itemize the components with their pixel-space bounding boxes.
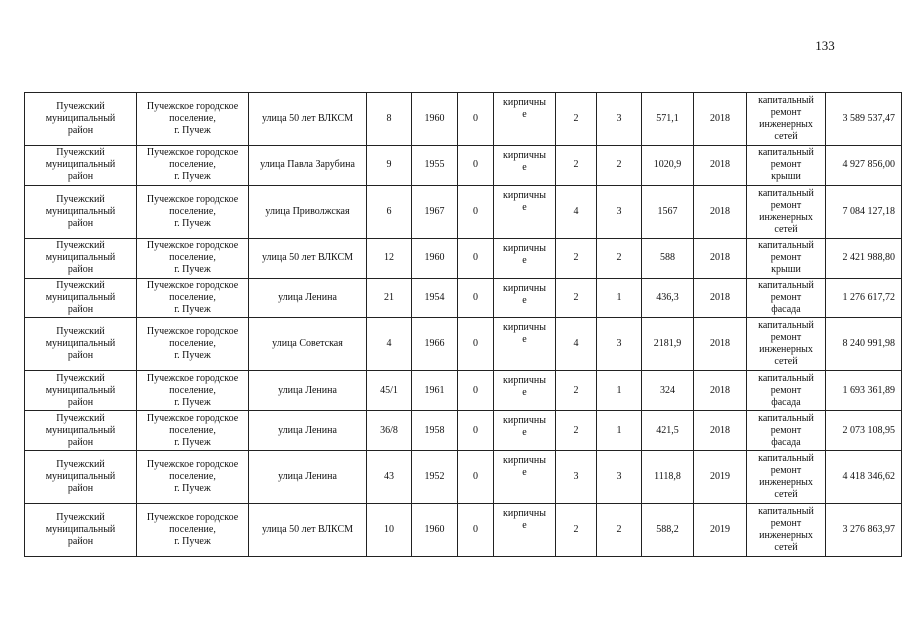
entrances-cell: 1 [597, 411, 642, 451]
zero-value-cell: 0 [458, 318, 494, 371]
table-row [25, 451, 902, 504]
settlement-cell: Пучежское городское поселение, г. Пучеж [137, 238, 249, 278]
area-cell: 588 [642, 238, 694, 278]
street-cell: улица Ленина [249, 278, 367, 318]
settlement-cell: Пучежское городское поселение, г. Пучеж [137, 411, 249, 451]
work-type-cell: капитальный ремонт инженерных сетей [747, 185, 826, 238]
floors-cell: 3 [556, 451, 597, 504]
zero-value-cell: 0 [458, 278, 494, 318]
house-number-cell: 9 [367, 145, 412, 185]
entrances-cell: 1 [597, 371, 642, 411]
settlement-cell: Пучежское городское поселение, г. Пучеж [137, 93, 249, 146]
wall-material-cell: кирпичны е [494, 411, 556, 451]
cost-cell: 2 421 988,80 [826, 238, 902, 278]
house-number-cell: 43 [367, 451, 412, 504]
street-cell: улица Советская [249, 318, 367, 371]
house-number-cell: 8 [367, 93, 412, 146]
settlement-cell: Пучежское городское поселение, г. Пучеж [137, 145, 249, 185]
table-row [25, 318, 902, 371]
floors-cell: 4 [556, 185, 597, 238]
house-number-cell: 36/8 [367, 411, 412, 451]
floors-cell: 2 [556, 145, 597, 185]
floors-cell: 2 [556, 371, 597, 411]
settlement-cell: Пучежское городское поселение, г. Пучеж [137, 504, 249, 557]
area-cell: 1020,9 [642, 145, 694, 185]
district-cell: Пучежский муниципальный район [25, 318, 137, 371]
area-cell: 571,1 [642, 93, 694, 146]
wall-material-cell: кирпичны е [494, 145, 556, 185]
entrances-cell: 3 [597, 185, 642, 238]
district-cell: Пучежский муниципальный район [25, 411, 137, 451]
street-cell: улица Ленина [249, 411, 367, 451]
work-type-cell: капитальный ремонт инженерных сетей [747, 451, 826, 504]
floors-cell: 2 [556, 504, 597, 557]
plan-year-cell: 2018 [694, 318, 747, 371]
wall-material-cell: кирпичны е [494, 238, 556, 278]
table-body [25, 93, 902, 557]
cost-cell: 1 693 361,89 [826, 371, 902, 411]
district-cell: Пучежский муниципальный район [25, 278, 137, 318]
district-cell: Пучежский муниципальный район [25, 371, 137, 411]
house-number-cell: 10 [367, 504, 412, 557]
floors-cell: 2 [556, 93, 597, 146]
floors-cell: 4 [556, 318, 597, 371]
street-cell: улица Ленина [249, 371, 367, 411]
area-cell: 588,2 [642, 504, 694, 557]
zero-value-cell: 0 [458, 451, 494, 504]
entrances-cell: 3 [597, 318, 642, 371]
table-row [25, 278, 902, 318]
entrances-cell: 3 [597, 451, 642, 504]
zero-value-cell: 0 [458, 145, 494, 185]
entrances-cell: 2 [597, 145, 642, 185]
floors-cell: 2 [556, 238, 597, 278]
housing-repair-table [24, 92, 902, 557]
zero-value-cell: 0 [458, 411, 494, 451]
plan-year-cell: 2018 [694, 93, 747, 146]
house-number-cell: 4 [367, 318, 412, 371]
page-number: 133 [815, 38, 835, 53]
zero-value-cell: 0 [458, 185, 494, 238]
plan-year-cell: 2019 [694, 504, 747, 557]
wall-material-cell: кирпичны е [494, 504, 556, 557]
area-cell: 324 [642, 371, 694, 411]
table-row [25, 504, 902, 557]
cost-cell: 1 276 617,72 [826, 278, 902, 318]
wall-material-cell: кирпичны е [494, 451, 556, 504]
cost-cell: 3 276 863,97 [826, 504, 902, 557]
house-number-cell: 45/1 [367, 371, 412, 411]
district-cell: Пучежский муниципальный район [25, 451, 137, 504]
district-cell: Пучежский муниципальный район [25, 145, 137, 185]
wall-material-cell: кирпичны е [494, 185, 556, 238]
table-row [25, 93, 902, 146]
build-year-cell: 1960 [412, 238, 458, 278]
table-row [25, 238, 902, 278]
zero-value-cell: 0 [458, 504, 494, 557]
plan-year-cell: 2019 [694, 451, 747, 504]
wall-material-cell: кирпичны е [494, 93, 556, 146]
settlement-cell: Пучежское городское поселение, г. Пучеж [137, 318, 249, 371]
build-year-cell: 1966 [412, 318, 458, 371]
house-number-cell: 21 [367, 278, 412, 318]
street-cell: улица 50 лет ВЛКСМ [249, 504, 367, 557]
table-row [25, 185, 902, 238]
work-type-cell: капитальный ремонт инженерных сетей [747, 318, 826, 371]
cost-cell: 7 084 127,18 [826, 185, 902, 238]
build-year-cell: 1967 [412, 185, 458, 238]
work-type-cell: капитальный ремонт фасада [747, 278, 826, 318]
settlement-cell: Пучежское городское поселение, г. Пучеж [137, 451, 249, 504]
plan-year-cell: 2018 [694, 278, 747, 318]
district-cell: Пучежский муниципальный район [25, 185, 137, 238]
area-cell: 1118,8 [642, 451, 694, 504]
wall-material-cell: кирпичны е [494, 318, 556, 371]
cost-cell: 4 418 346,62 [826, 451, 902, 504]
work-type-cell: капитальный ремонт крыши [747, 145, 826, 185]
entrances-cell: 2 [597, 504, 642, 557]
plan-year-cell: 2018 [694, 371, 747, 411]
entrances-cell: 1 [597, 278, 642, 318]
table-row [25, 411, 902, 451]
zero-value-cell: 0 [458, 238, 494, 278]
floors-cell: 2 [556, 278, 597, 318]
wall-material-cell: кирпичны е [494, 278, 556, 318]
work-type-cell: капитальный ремонт крыши [747, 238, 826, 278]
work-type-cell: капитальный ремонт инженерных сетей [747, 93, 826, 146]
build-year-cell: 1960 [412, 504, 458, 557]
work-type-cell: капитальный ремонт фасада [747, 371, 826, 411]
work-type-cell: капитальный ремонт инженерных сетей [747, 504, 826, 557]
zero-value-cell: 0 [458, 93, 494, 146]
plan-year-cell: 2018 [694, 411, 747, 451]
area-cell: 421,5 [642, 411, 694, 451]
build-year-cell: 1960 [412, 93, 458, 146]
area-cell: 436,3 [642, 278, 694, 318]
entrances-cell: 3 [597, 93, 642, 146]
house-number-cell: 6 [367, 185, 412, 238]
build-year-cell: 1955 [412, 145, 458, 185]
plan-year-cell: 2018 [694, 238, 747, 278]
cost-cell: 8 240 991,98 [826, 318, 902, 371]
plan-year-cell: 2018 [694, 145, 747, 185]
area-cell: 1567 [642, 185, 694, 238]
district-cell: Пучежский муниципальный район [25, 93, 137, 146]
cost-cell: 3 589 537,47 [826, 93, 902, 146]
street-cell: улица 50 лет ВЛКСМ [249, 238, 367, 278]
settlement-cell: Пучежское городское поселение, г. Пучеж [137, 278, 249, 318]
table-row [25, 371, 902, 411]
settlement-cell: Пучежское городское поселение, г. Пучеж [137, 371, 249, 411]
entrances-cell: 2 [597, 238, 642, 278]
settlement-cell: Пучежское городское поселение, г. Пучеж [137, 185, 249, 238]
house-number-cell: 12 [367, 238, 412, 278]
cost-cell: 2 073 108,95 [826, 411, 902, 451]
zero-value-cell: 0 [458, 371, 494, 411]
area-cell: 2181,9 [642, 318, 694, 371]
floors-cell: 2 [556, 411, 597, 451]
plan-year-cell: 2018 [694, 185, 747, 238]
build-year-cell: 1961 [412, 371, 458, 411]
district-cell: Пучежский муниципальный район [25, 504, 137, 557]
street-cell: улица Приволжская [249, 185, 367, 238]
street-cell: улица 50 лет ВЛКСМ [249, 93, 367, 146]
build-year-cell: 1952 [412, 451, 458, 504]
wall-material-cell: кирпичны е [494, 371, 556, 411]
work-type-cell: капитальный ремонт фасада [747, 411, 826, 451]
district-cell: Пучежский муниципальный район [25, 238, 137, 278]
build-year-cell: 1958 [412, 411, 458, 451]
build-year-cell: 1954 [412, 278, 458, 318]
street-cell: улица Павла Зарубина [249, 145, 367, 185]
table-row [25, 145, 902, 185]
cost-cell: 4 927 856,00 [826, 145, 902, 185]
street-cell: улица Ленина [249, 451, 367, 504]
